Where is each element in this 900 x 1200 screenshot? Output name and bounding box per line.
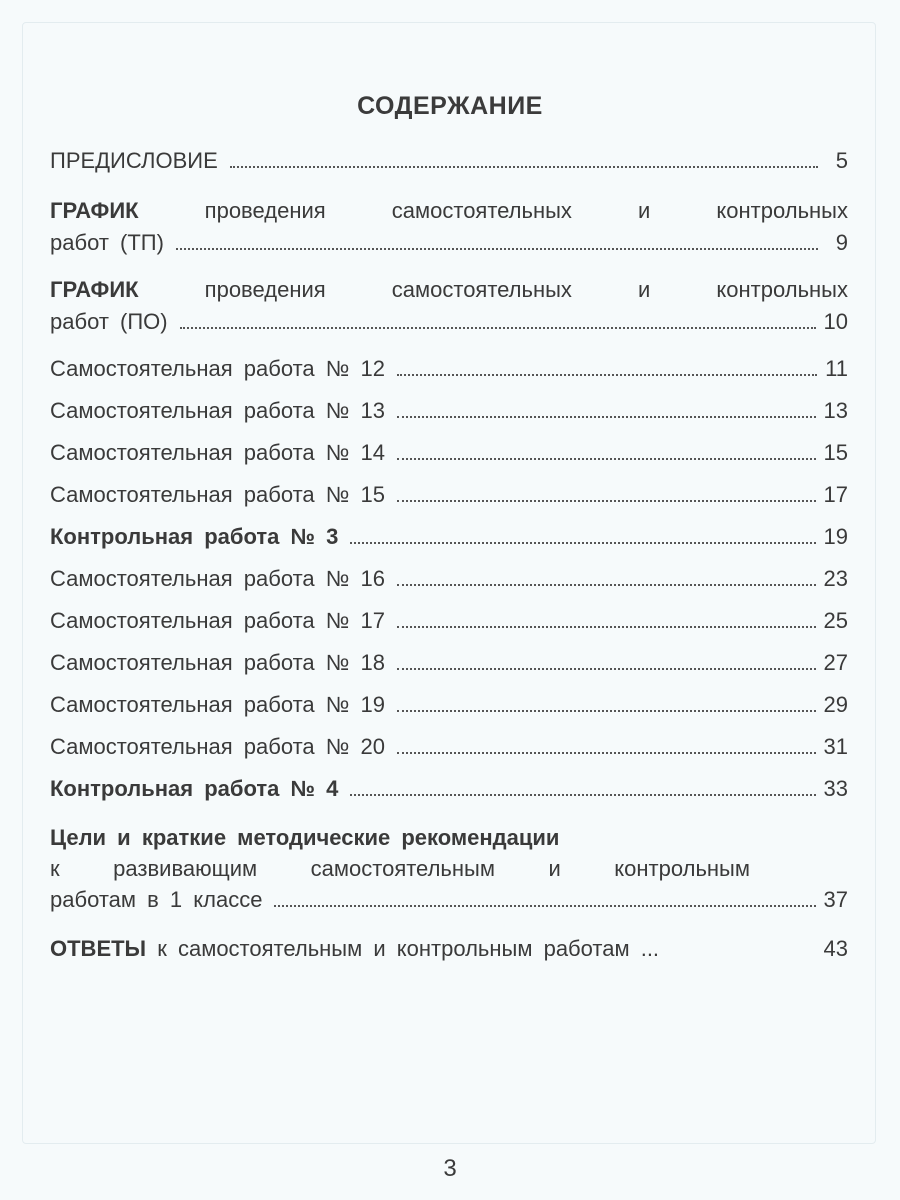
entry-title: Самостоятельная работа № 19 bbox=[50, 692, 385, 717]
entry-title: проведения самостоятельных и контрольных bbox=[204, 198, 848, 223]
entry-page: 5 bbox=[835, 148, 848, 173]
page-title: СОДЕРЖАНИЕ bbox=[357, 92, 543, 120]
toc-entry-schedule-po[interactable] bbox=[50, 276, 848, 336]
entry-page: 37 bbox=[823, 887, 848, 912]
entry-page: 10 bbox=[823, 309, 848, 334]
entry-title: Самостоятельная работа № 20 bbox=[50, 734, 385, 759]
entry-page: 25 bbox=[823, 608, 848, 633]
dot-leader bbox=[350, 794, 815, 796]
entry-page: 29 bbox=[823, 692, 848, 717]
entry-bold-prefix: ОТВЕТЫ bbox=[50, 936, 147, 961]
entry-title-continued: работам в 1 классе bbox=[50, 887, 263, 912]
toc-entry-answers[interactable] bbox=[50, 935, 848, 963]
entry-title-continued: работ (ТП) bbox=[50, 230, 164, 255]
entry-title: к самостоятельным и контрольным работам ... bbox=[157, 936, 660, 961]
dot-leader bbox=[176, 248, 818, 250]
entry-page: 15 bbox=[823, 440, 848, 465]
toc-entry-guidelines[interactable] bbox=[50, 824, 848, 914]
dot-leader bbox=[397, 500, 816, 502]
dot-leader bbox=[397, 668, 816, 670]
dot-leader bbox=[397, 626, 816, 628]
entry-title-continued: работ (ПО) bbox=[50, 309, 168, 334]
dot-leader bbox=[397, 710, 816, 712]
entry-page: 11 bbox=[825, 356, 848, 381]
page-number: 3 bbox=[443, 1155, 457, 1182]
dot-leader bbox=[397, 374, 817, 376]
entry-page: 19 bbox=[823, 524, 848, 549]
entry-title-continued: к развивающим самостоятельным и контрольным bbox=[50, 856, 750, 881]
entry-title: ПРЕДИСЛОВИЕ bbox=[50, 148, 218, 173]
entry-page: 31 bbox=[823, 734, 848, 759]
entry-title: Самостоятельная работа № 13 bbox=[50, 398, 385, 423]
toc-entry-independent-13[interactable] bbox=[50, 397, 848, 425]
entry-bold-prefix: ГРАФИК bbox=[50, 198, 139, 223]
entry-page: 23 bbox=[823, 566, 848, 591]
entry-title: Самостоятельная работа № 18 bbox=[50, 650, 385, 675]
dot-leader bbox=[397, 584, 816, 586]
dot-leader bbox=[230, 166, 818, 168]
entry-title: Самостоятельная работа № 17 bbox=[50, 608, 385, 633]
toc-entry-independent-12[interactable] bbox=[50, 355, 848, 383]
entry-title: Цели и краткие методические рекомендации bbox=[50, 825, 560, 850]
entry-page: 17 bbox=[823, 482, 848, 507]
toc-entry-control-4[interactable] bbox=[50, 775, 848, 803]
entry-bold-prefix: ГРАФИК bbox=[50, 277, 139, 302]
entry-page: 13 bbox=[823, 398, 848, 423]
entry-title: Самостоятельная работа № 14 bbox=[50, 440, 385, 465]
dot-leader bbox=[397, 458, 816, 460]
entry-page: 27 bbox=[823, 650, 848, 675]
toc-entry-independent-20[interactable] bbox=[50, 733, 848, 761]
toc-entry-independent-16[interactable] bbox=[50, 565, 848, 593]
dot-leader bbox=[397, 416, 816, 418]
entry-title: Контрольная работа № 3 bbox=[50, 524, 339, 549]
entry-page: 43 bbox=[823, 936, 848, 961]
toc-entry-independent-19[interactable] bbox=[50, 691, 848, 719]
dot-leader bbox=[180, 327, 816, 329]
entry-page: 9 bbox=[835, 230, 848, 255]
toc-entry-independent-15[interactable] bbox=[50, 481, 848, 509]
entry-title: Контрольная работа № 4 bbox=[50, 776, 339, 801]
toc-entry-independent-18[interactable] bbox=[50, 649, 848, 677]
dot-leader bbox=[274, 905, 815, 907]
entry-title: Самостоятельная работа № 15 bbox=[50, 482, 385, 507]
entry-page: 33 bbox=[823, 776, 848, 801]
dot-leader bbox=[397, 752, 816, 754]
toc-entry-schedule-tp[interactable] bbox=[50, 197, 848, 257]
entry-title: Самостоятельная работа № 12 bbox=[50, 356, 385, 381]
toc-entry-preface[interactable] bbox=[50, 147, 848, 175]
entry-title: Самостоятельная работа № 16 bbox=[50, 566, 385, 591]
toc-entry-control-3[interactable] bbox=[50, 523, 848, 551]
dot-leader bbox=[350, 542, 815, 544]
toc-entry-independent-14[interactable] bbox=[50, 439, 848, 467]
toc-entry-independent-17[interactable] bbox=[50, 607, 848, 635]
entry-title: проведения самостоятельных и контрольных bbox=[204, 277, 848, 302]
